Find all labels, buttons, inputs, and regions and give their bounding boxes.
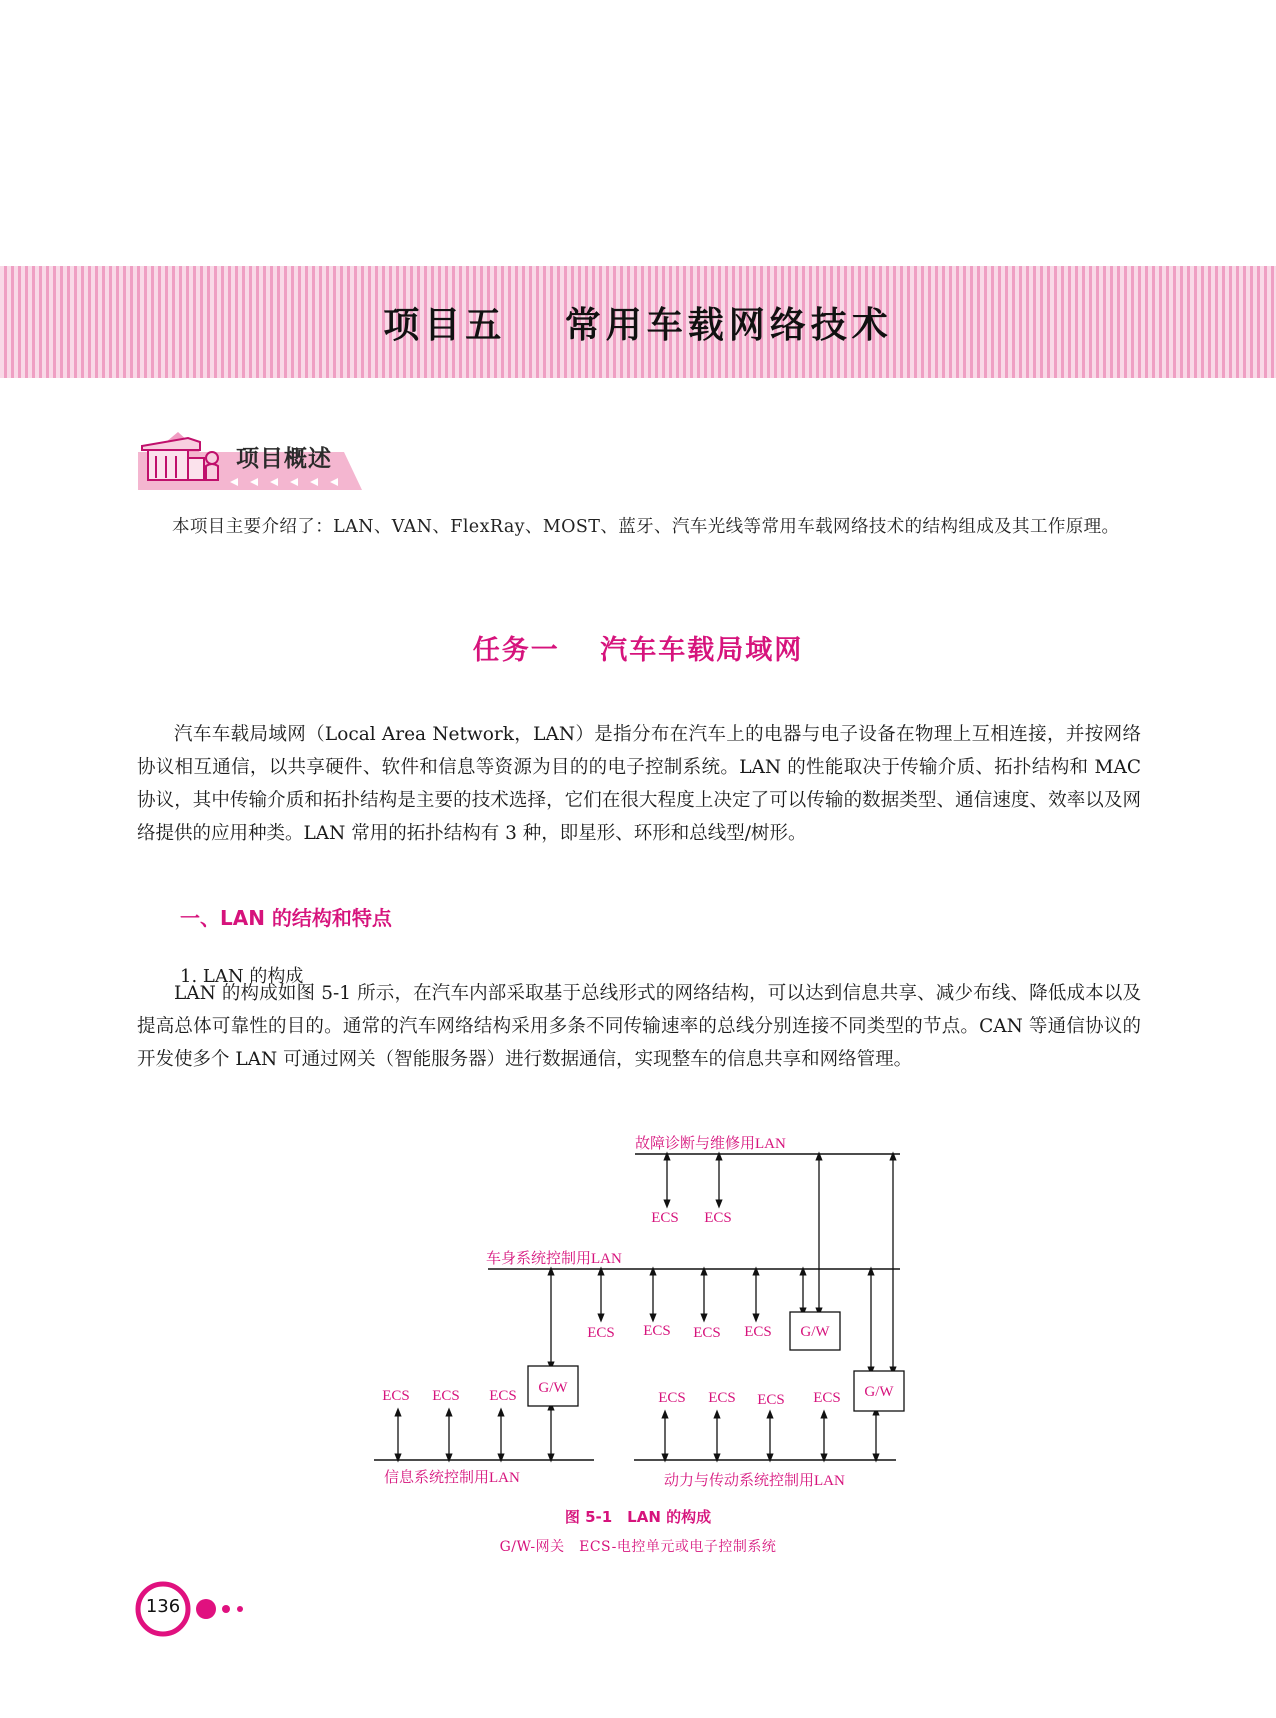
ecs-label-diag-2: ECS xyxy=(704,1210,732,1226)
ecs-label-info-1: ECS xyxy=(382,1388,410,1404)
building-icon xyxy=(142,438,218,480)
ecs-label-info-2: ECS xyxy=(432,1388,460,1404)
ecs-label-body-1: ECS xyxy=(587,1325,615,1341)
gateway-label-info: G/W xyxy=(538,1380,568,1396)
task-title: 任务一 汽车车载局域网 xyxy=(472,635,804,666)
section-title: 一、LAN 的结构和特点 xyxy=(180,906,392,930)
ecs-label-power-3: ECS xyxy=(757,1392,785,1408)
bus-label-body: 车身系统控制用LAN xyxy=(486,1251,622,1267)
subsection-title: 1. LAN 的构成 xyxy=(180,966,304,987)
page-dot-medium xyxy=(222,1605,230,1613)
ecs-label-body-3: ECS xyxy=(693,1325,721,1341)
ecs-label-body-4: ECS xyxy=(744,1324,772,1340)
overview-text: 本项目主要介绍了：LAN、VAN、FlexRay、MOST、蓝牙、汽车光线等常用车载网络技术的结构组成及其工作原理。 xyxy=(172,517,1120,537)
figure-caption: 图 5-1 LAN 的构成 xyxy=(564,1508,712,1526)
ecs-label-power-2: ECS xyxy=(708,1390,736,1406)
ecs-label-info-3: ECS xyxy=(489,1388,517,1404)
bus-label-info: 信息系统控制用LAN xyxy=(384,1470,520,1486)
lan-structure-diagram xyxy=(360,1128,920,1498)
bus-label-powertrain: 动力与传动系统控制用LAN xyxy=(664,1473,845,1489)
gateway-label-power: G/W xyxy=(864,1384,894,1400)
figure-note: G/W-网关 ECS-电控单元或电子控制系统 xyxy=(499,1539,777,1555)
gateway-label-body: G/W xyxy=(800,1324,830,1340)
body-paragraph-1: 汽车车载局域网（Local Area Network，LAN）是指分布在汽车上的电器与电子设备在物理上互相连接，并按网络协议相互通信，以共享硬件、软件和信息等资源为目的的电子控制系统。LAN 的性能取决于传输介质、拓扑结构和 MAC 协议，其中传输介质和拓扑结构是主要的技术选择，它们在很大程度上决定了可以传输的数据类型、通信速度、效率以及网络提供的应用种类。LAN 常用的拓扑结构有 3 种，即星形、环形和总线型/树形。 xyxy=(137,724,1141,844)
page-dot-small xyxy=(237,1606,243,1612)
ecs-label-power-1: ECS xyxy=(658,1390,686,1406)
chapter-banner xyxy=(0,266,1276,378)
chapter-title: 项目五 常用车载网络技术 xyxy=(383,304,893,346)
page-number: 136 xyxy=(145,1596,181,1617)
page-dot-large xyxy=(196,1599,216,1619)
ecs-label-diag-1: ECS xyxy=(651,1210,679,1226)
overview-label: 项目概述 xyxy=(236,446,332,472)
body-paragraph-2: LAN 的构成如图 5-1 所示，在汽车内部采取基于总线形式的网络结构，可以达到信息共享、减少布线、降低成本以及提高总体可靠性的目的。通常的汽车网络结构采用多条不同传输速率的总线分别连接不同类型的节点。CAN 等通信协议的开发使多个 LAN 可通过网关（智能服务器）进行数据通信，实现整车的信息共享和网络管理。 xyxy=(137,983,1141,1070)
bus-label-diagnostic: 故障诊断与维修用LAN xyxy=(635,1136,786,1152)
ecs-label-power-4: ECS xyxy=(813,1390,841,1406)
ecs-label-body-2: ECS xyxy=(643,1323,671,1339)
